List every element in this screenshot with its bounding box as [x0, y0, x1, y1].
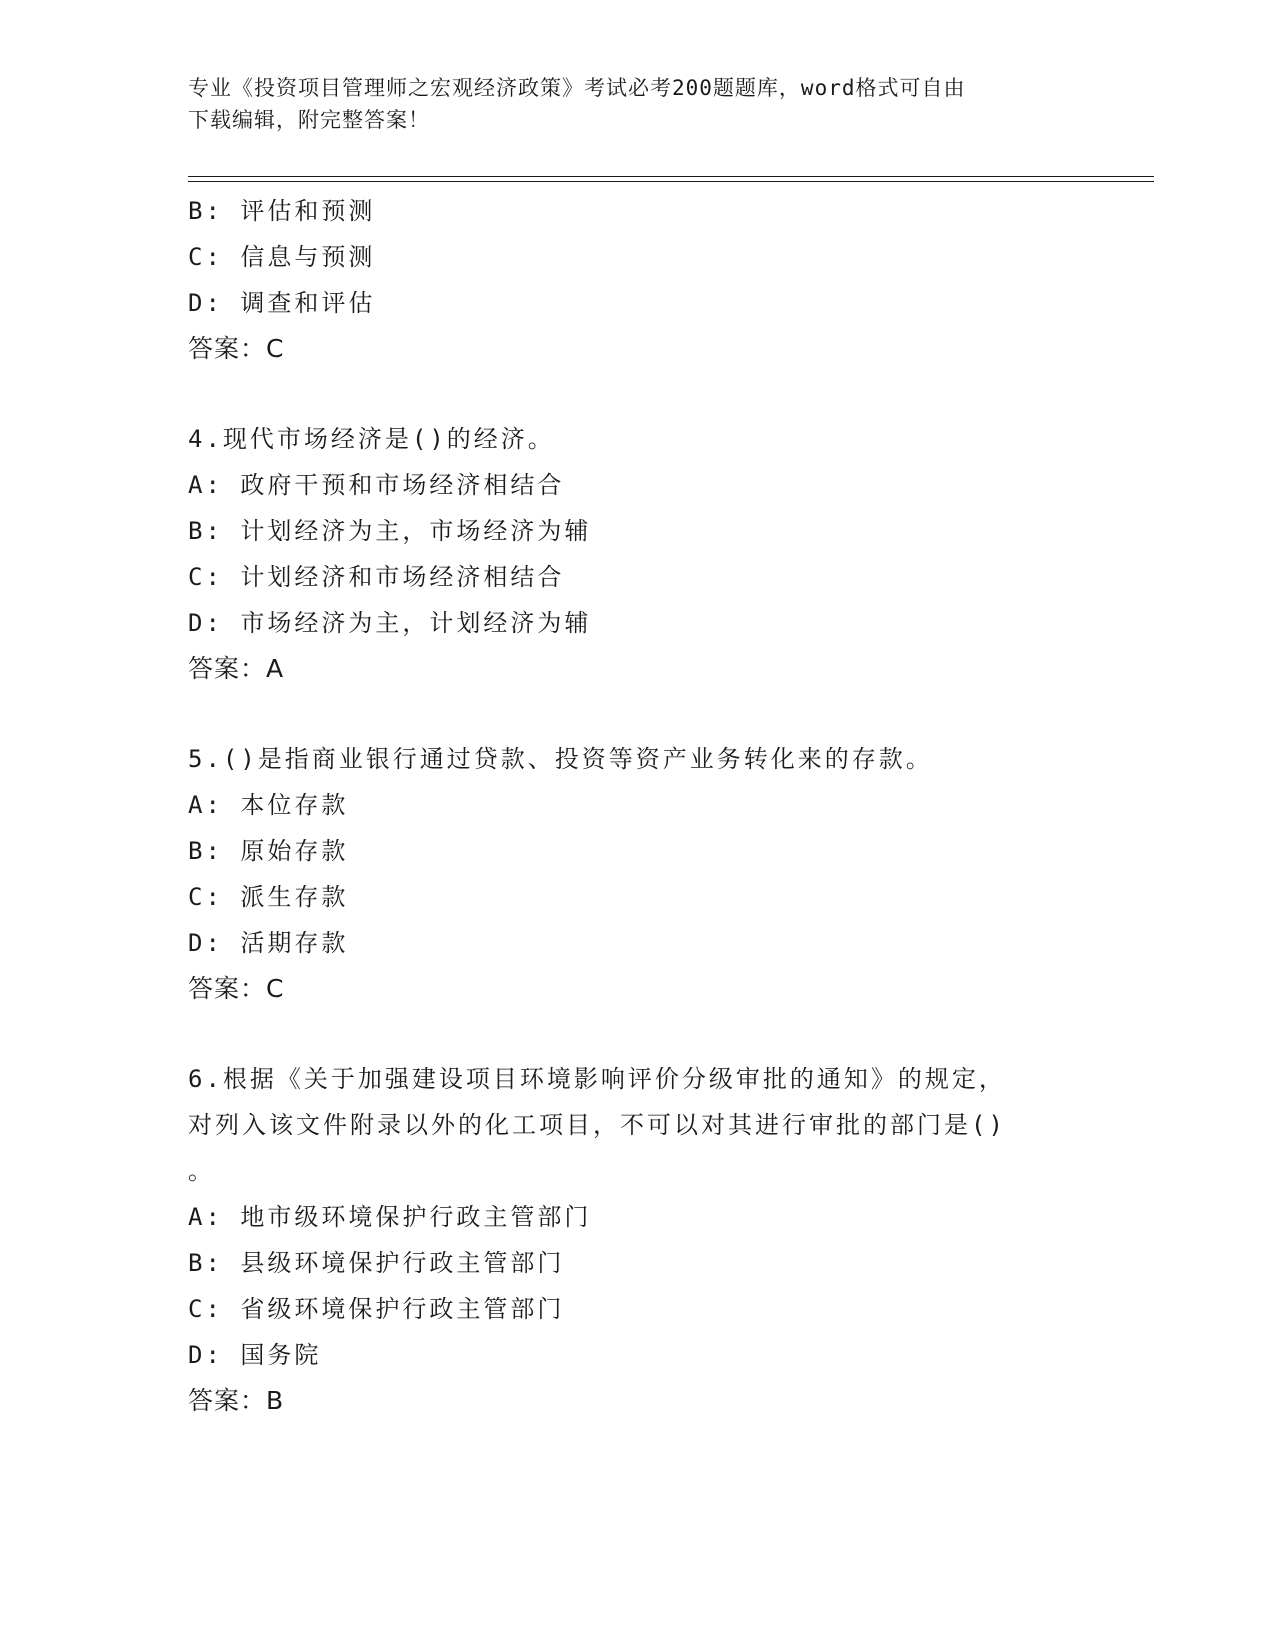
question-stem-line-1: 6.根据《关于加强建设项目环境影响评价分级审批的通知》的规定，: [188, 1065, 1006, 1093]
option-d: D: 活期存款: [188, 929, 349, 957]
option-b: B: 评估和预测: [188, 197, 376, 225]
question-6: [188, 1056, 1088, 1424]
option-b: B: 县级环境保护行政主管部门: [188, 1249, 565, 1277]
option-d: D: 调查和评估: [188, 289, 376, 317]
option-a: A: 政府干预和市场经济相结合: [188, 471, 565, 499]
question-5: [188, 736, 1088, 1012]
option-b: B: 原始存款: [188, 837, 349, 865]
header-title-line-1: 专业《投资项目管理师之宏观经济政策》考试必考200题题库，word格式可自由: [188, 76, 966, 100]
question-stem-line-2: 对列入该文件附录以外的化工项目，不可以对其进行审批的部门是(): [188, 1111, 1006, 1139]
answer: 答案：A: [188, 654, 285, 683]
option-a: A: 地市级环境保护行政主管部门: [188, 1203, 592, 1231]
question-4: [188, 416, 1088, 692]
answer: 答案：C: [188, 974, 285, 1003]
option-c: C: 派生存款: [188, 883, 349, 911]
answer: 答案：B: [188, 1386, 285, 1415]
question-3-partial: [188, 188, 1088, 372]
question-stem-line-3: 。: [188, 1157, 215, 1185]
header-title-line-2: 下载编辑，附完整答案！: [188, 108, 430, 132]
option-c: C: 省级环境保护行政主管部门: [188, 1295, 565, 1323]
answer: 答案：C: [188, 334, 285, 363]
question-stem: 4.现代市场经济是()的经济。: [188, 425, 555, 453]
option-d: D: 市场经济为主，计划经济为辅: [188, 609, 592, 637]
option-b: B: 计划经济为主，市场经济为辅: [188, 517, 592, 545]
option-c: C: 计划经济和市场经济相结合: [188, 563, 565, 591]
document-header: [188, 72, 1068, 136]
option-a: A: 本位存款: [188, 791, 349, 819]
document-body: [188, 188, 1088, 1424]
option-d: D: 国务院: [188, 1341, 322, 1369]
option-c: C: 信息与预测: [188, 243, 376, 271]
question-stem: 5.()是指商业银行通过贷款、投资等资产业务转化来的存款。: [188, 745, 933, 773]
header-divider-bottom: [188, 181, 1154, 182]
header-divider-top: [188, 176, 1154, 177]
